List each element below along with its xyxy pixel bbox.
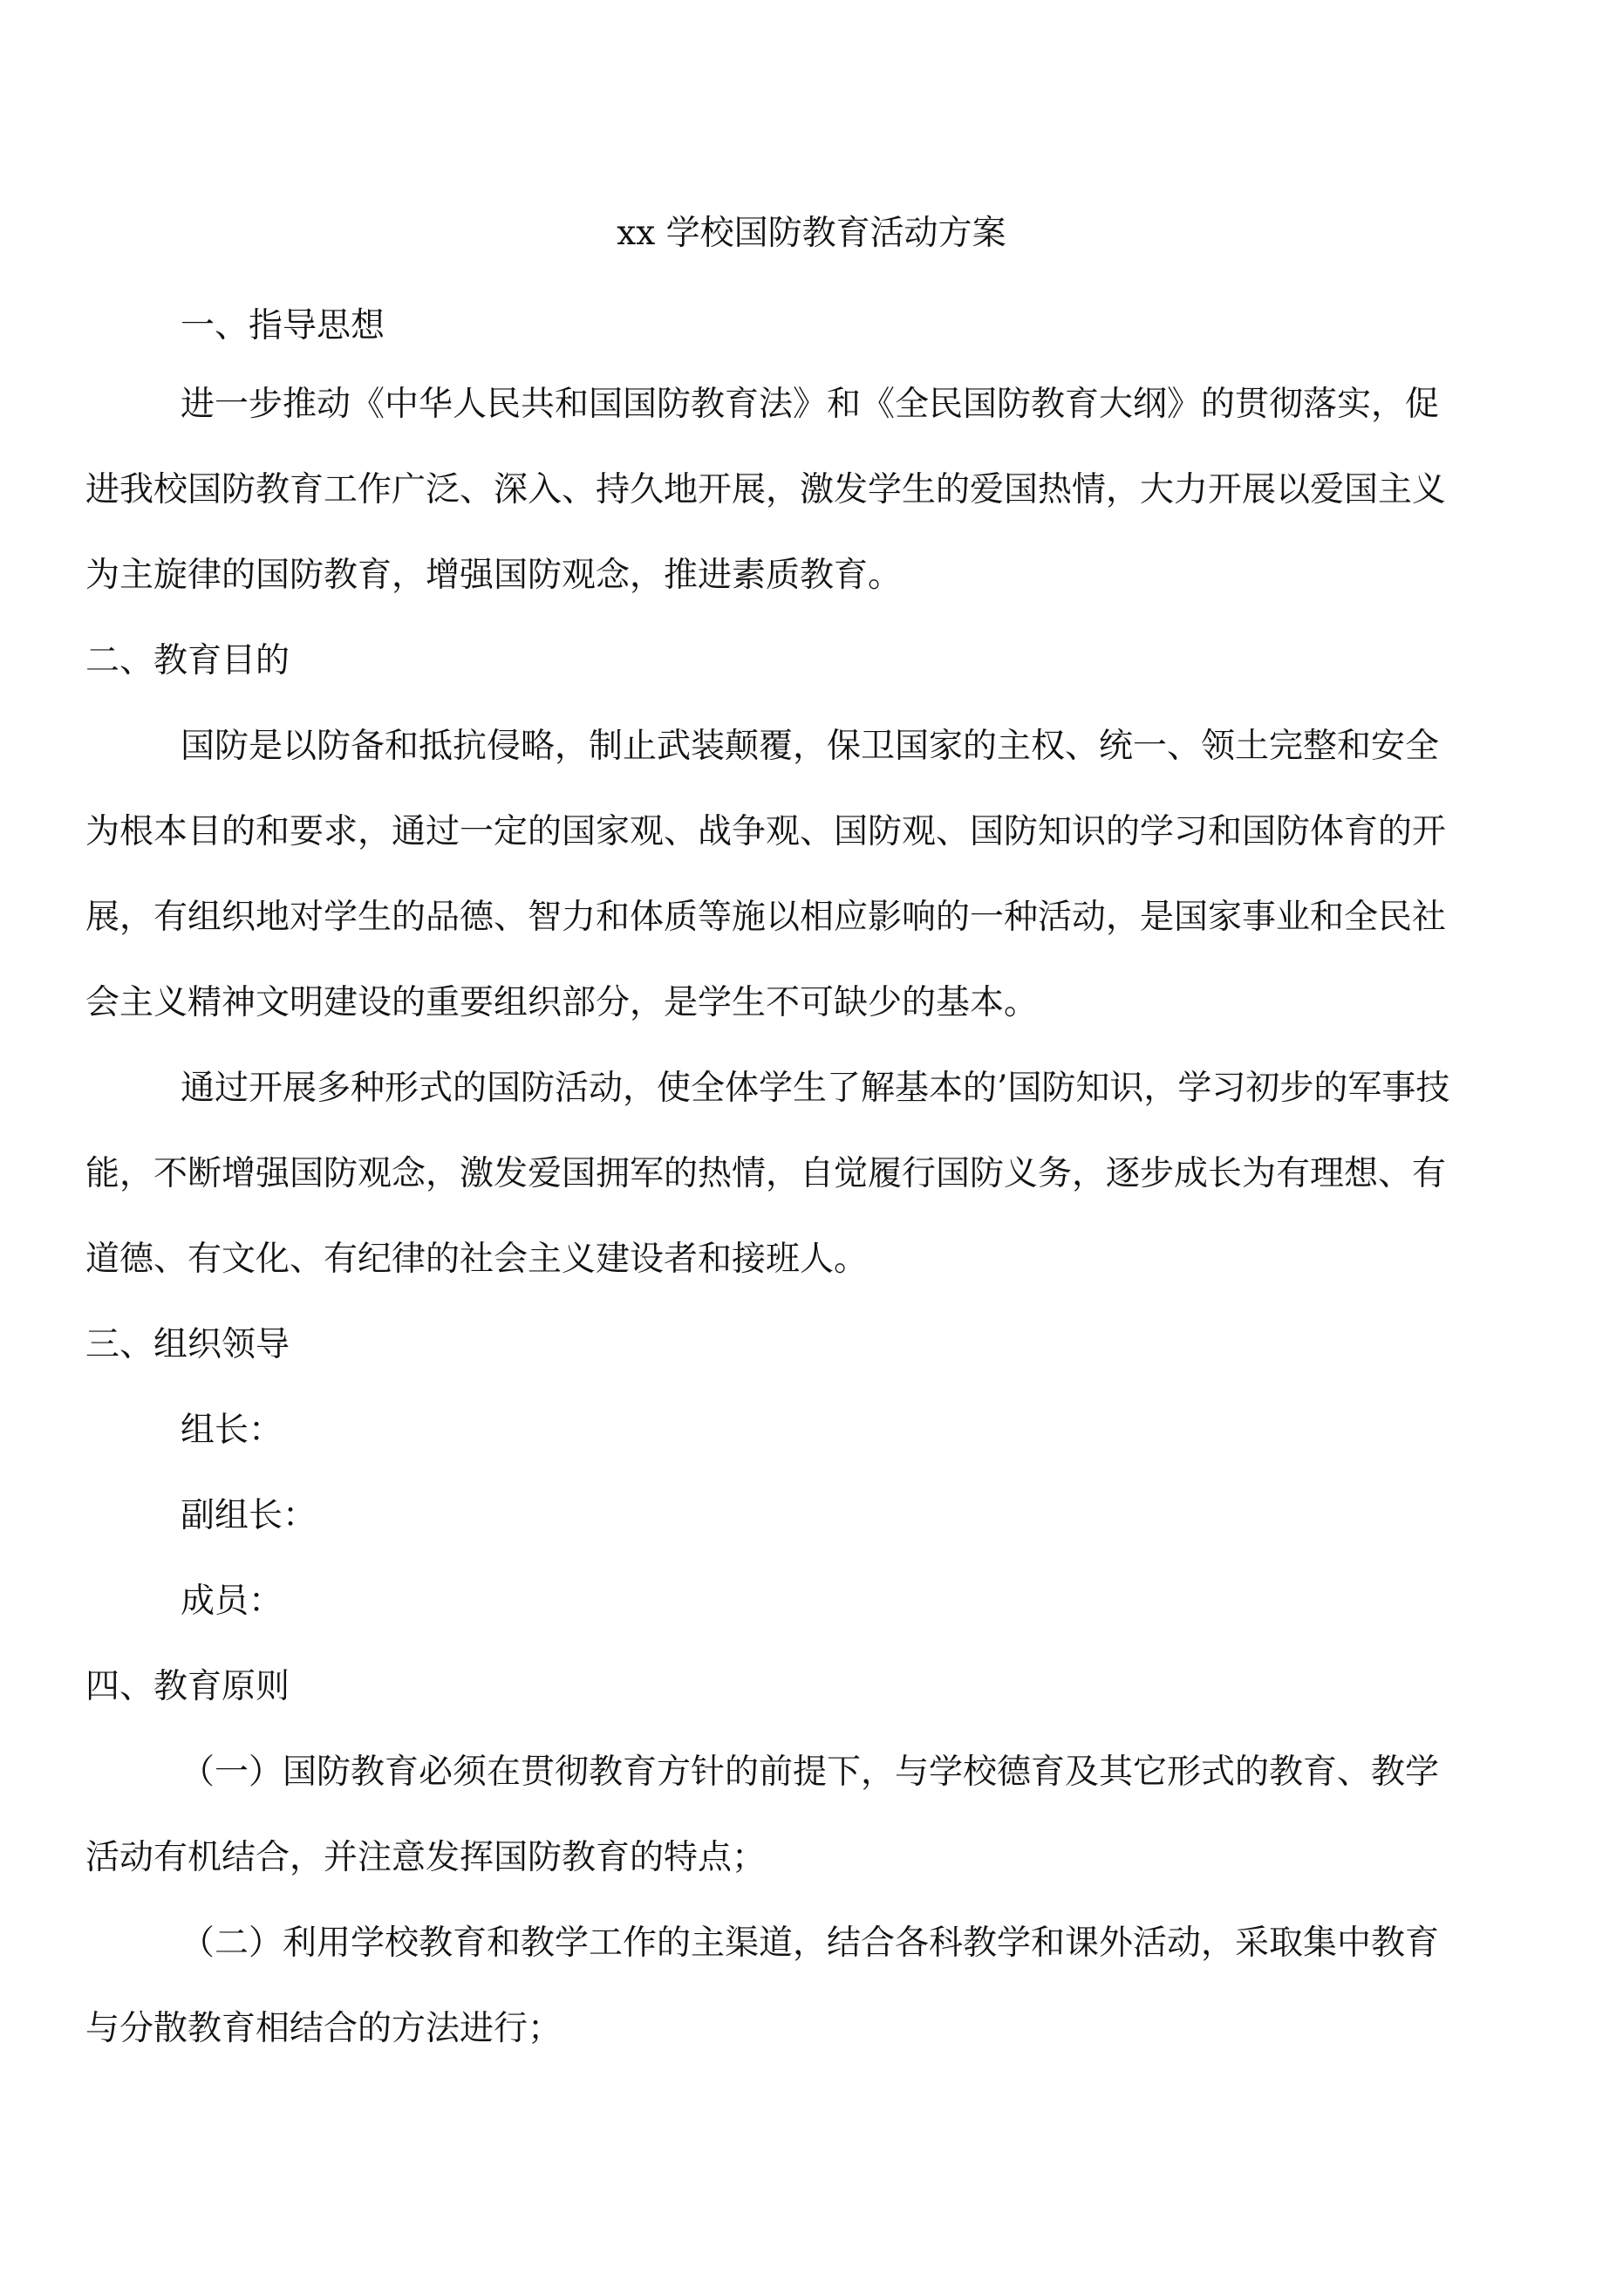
paragraph-line: 为主旋律的国防教育，增强国防观念，推进素质教育。: [85, 556, 903, 595]
paragraph-line: （一）国防教育必须在贯彻教育方针的前提下，与学校德育及其它形式的教育、教学: [181, 1753, 1440, 1792]
paragraph-line: 进一步推动《中华人民共和国国防教育法》和《全民国防教育大纲》的贯彻落实，促: [181, 385, 1440, 424]
section-heading-education-principles: 四、教育原则: [85, 1667, 290, 1706]
members-line: 成员：: [181, 1582, 283, 1621]
paragraph-line: 道德、有文化、有纪律的社会主义建设者和接班人。: [85, 1240, 869, 1279]
paragraph-line: 为根本目的和要求，通过一定的国家观、战争观、国防观、国防知识的学习和国防体育的开: [85, 812, 1447, 851]
paragraph-line: 会主义精神文明建设的重要组织部分，是学生不可缺少的基本。: [85, 983, 1039, 1022]
paragraph-line: 能，不断增强国防观念，激发爱国拥军的热情，自觉履行国防义务，逐步成长为有理想、有: [85, 1154, 1447, 1193]
paragraph-line: 展，有组织地对学生的品德、智力和体质等施以相应影响的一种活动，是国家事业和全民社: [85, 898, 1447, 937]
section-heading-guiding-ideology: 一、指导思想: [181, 306, 385, 345]
paragraph-line: 活动有机结合，并注意发挥国防教育的特点；: [85, 1838, 767, 1877]
paragraph-line: 国防是以防备和抵抗侵略，制止武装颠覆，保卫国家的主权、统一、领土完整和安全: [181, 727, 1440, 766]
paragraph-line: 进我校国防教育工作广泛、深入、持久地开展，激发学生的爱国热情，大力开展以爱国主义: [85, 470, 1447, 509]
paragraph-line: 通过开展多种形式的国防活动，使全体学生了解基本的’国防知识，学习初步的军事技: [181, 1069, 1450, 1108]
document-title: xx 学校国防教育活动方案: [617, 214, 1006, 253]
paragraph-line: （二）利用学校教育和教学工作的主渠道，结合各科教学和课外活动，采取集中教育: [181, 1924, 1440, 1963]
section-heading-organization: 三、组织领导: [85, 1325, 290, 1364]
deputy-leader-line: 副组长：: [181, 1496, 317, 1535]
section-heading-education-purpose: 二、教育目的: [85, 641, 290, 680]
leader-line: 组长：: [181, 1411, 283, 1450]
paragraph-line: 与分散教育相结合的方法进行；: [85, 2009, 563, 2048]
